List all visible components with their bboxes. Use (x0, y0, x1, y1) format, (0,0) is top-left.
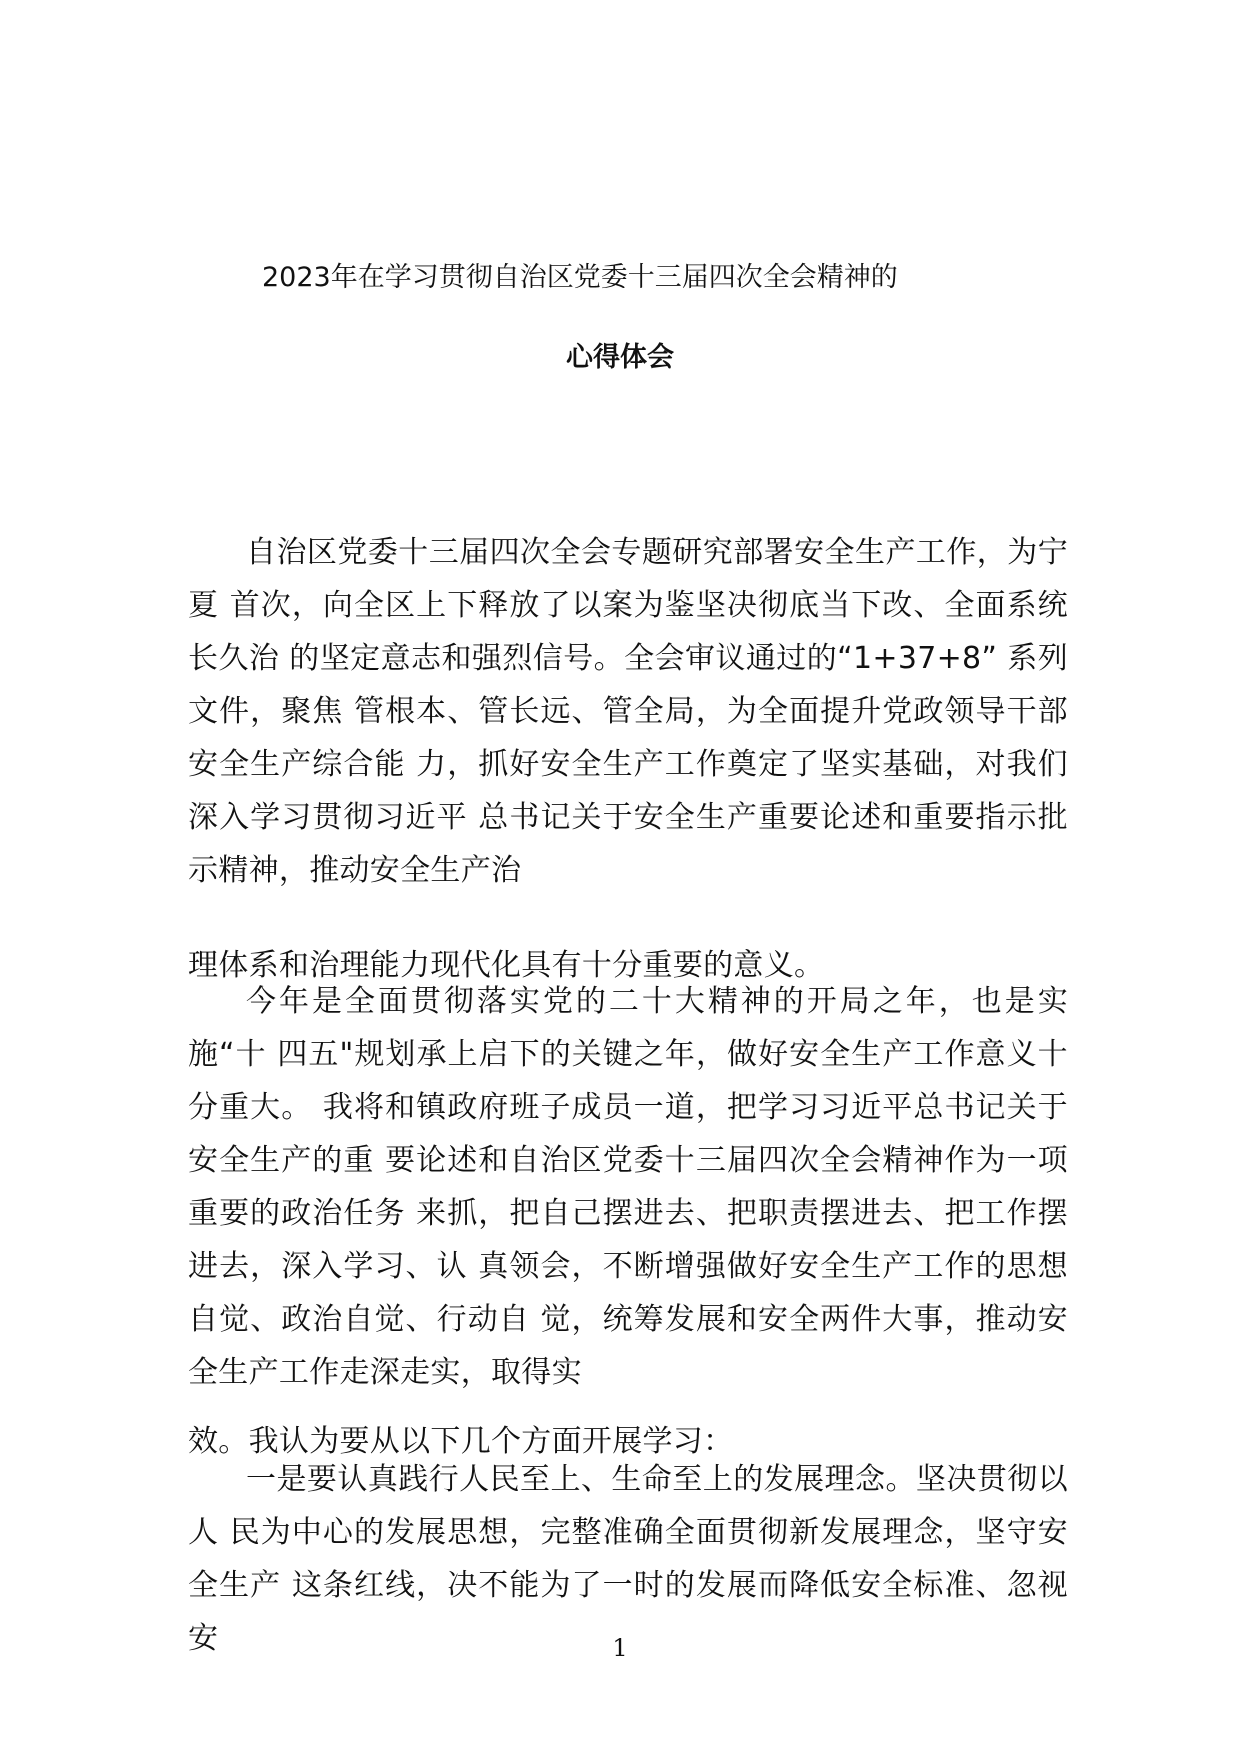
paragraph-2-part-2: 效。我认为要从以下几个方面开展学习： (188, 1424, 734, 1459)
page-number: 1 (612, 1634, 628, 1662)
paragraph-1-part-1: 自治区党委十三届四次全会专题研究部署安全生产工作，为宁夏 首次，向全区上下释放了以案为鉴坚决彻底当下改、全面系统长久治 的坚定意志和强烈信号。全会审议通过的“1+37+8” 系列文件，聚焦 管根本、管长远、管全局，为全面提升党政领导干部安全生产综合能 力，抓好安全生产工作奠定了坚实基础，对我们深入学习贯彻习近平 总书记关于安全生产重要论述和重要指示批示精神，推动安全生产治 (188, 535, 1068, 888)
paragraph-1-part-2: 理体系和治理能力现代化具有十分重要的意义。 (188, 948, 825, 983)
paragraph-3-part-1: 一是要认真践行人民至上、生命至上的发展理念。坚决贯彻以人 民为中心的发展思想，完整准确全面贯彻新发展理念，坚守安全生产 这条红线，决不能为了一时的发展而降低安全标准、忽视安 (188, 1462, 1068, 1656)
paragraph-2-part-1: 今年是全面贯彻落实党的二十大精神的开局之年，也是实施“十 四五"规划承上启下的关键之年，做好安全生产工作意义十分重大。 我将和镇政府班子成员一道，把学习习近平总书记关于安全生产的重 要论述和自治区党委十三届四次全会精神作为一项重要的政治任务 来抓，把自己摆进去、把职责摆进去、把工作摆进去，深入学习、认 真领会，不断增强做好安全生产工作的思想自觉、政治自觉、行动自 觉，统筹发展和安全两件大事，推动安全生产工作走深走实，取得实 (188, 984, 1068, 1390)
document-title-line-2: 心得体会 (566, 342, 674, 373)
document-title-line-1: 2023年在学习贯彻自治区党委十三届四次全会精神的 (262, 262, 898, 293)
